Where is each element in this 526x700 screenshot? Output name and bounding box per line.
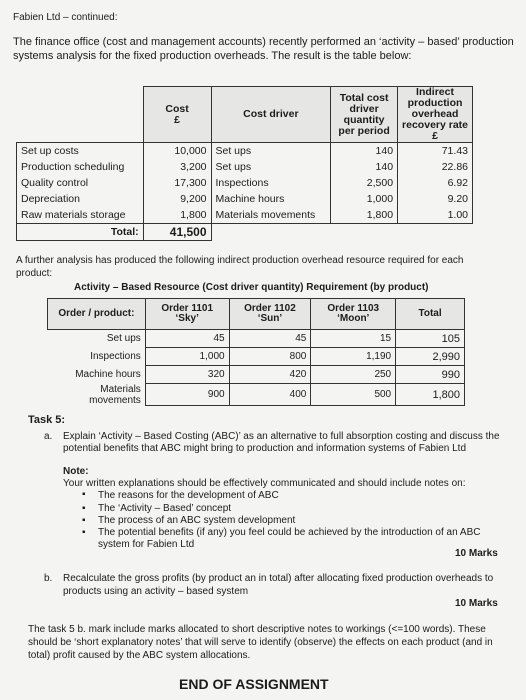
intro-line-2: systems analysis for the fixed production overheads. The result is the table below: — [13, 50, 412, 62]
task-title: Task 5: — [28, 414, 66, 426]
footer-note-line-3: total) profit caused by the ABC system allocations. — [28, 650, 251, 661]
header-order-product: Order / product: — [48, 299, 146, 330]
resource-table — [47, 298, 465, 406]
task-a-line-1: Explain ‘Activity – Based Costing (ABC)’ as an alternative to full absorption costing and discuss the — [63, 431, 500, 442]
table-row: Set up costs 10,000 Set ups 140 71.43 — [17, 143, 473, 160]
bullet-item: The potential benefits (if any) you feel could be achieved by the introduction of an ABC — [98, 527, 481, 538]
bullet-icon: ▪ — [82, 503, 86, 514]
bullet-icon: ▪ — [82, 515, 86, 526]
end-of-assignment: END OF ASSIGNMENT — [179, 676, 329, 692]
table-row: Materials movements 900 400 500 1,800 — [48, 384, 465, 406]
bullet-item: The reasons for the development of ABC — [98, 490, 279, 501]
header-total: Total — [396, 299, 465, 330]
table-row: Inspections 1,000 800 1,190 2,990 — [48, 348, 465, 366]
table-row: Production scheduling 3,200 Set ups 140 22.86 — [17, 159, 473, 175]
table-row: Depreciation 9,200 Machine hours 1,000 9.20 — [17, 191, 473, 207]
note-title: Note: — [63, 466, 89, 477]
bullet-icon: ▪ — [82, 489, 86, 500]
overhead-table-header — [17, 87, 473, 143]
bullet-icon: ▪ — [82, 527, 86, 538]
table-row: Set ups 45 45 15 105 — [48, 330, 465, 348]
task-b-marker: b. — [44, 573, 53, 584]
task-a-marker: a. — [44, 431, 53, 442]
note-text: Your written explanations should be effectively communicated and should include notes on: — [63, 478, 466, 489]
header-title: Fabien Ltd – continued: — [13, 12, 118, 23]
bullet-item: The ‘Activity – Based’ concept — [98, 503, 232, 514]
footer-note-line-2: should be ‘short explanatory notes’ that will serve to identify (observe) the effects on each product (and in — [28, 637, 493, 648]
further-line-2: product: — [16, 268, 53, 279]
task-b-line-2: products using an activity – based system — [63, 586, 249, 597]
task-a-line-2: potential benefits that ABC might bring to production and information systems of Fabien Ltd — [63, 443, 467, 454]
overhead-table — [16, 86, 473, 241]
total-value: 41,500 — [143, 224, 211, 241]
table2-title: Activity – Based Resource (Cost driver quantity) Requirement (by product) — [74, 282, 429, 293]
footer-note-line-1: The task 5 b. mark include marks allocated to short descriptive notes to workings (<=100 words). These — [28, 624, 486, 635]
header-order-1102: Order 1102 ‘Sun’ — [229, 299, 311, 330]
header-cost: Cost £ — [143, 87, 211, 143]
intro-line-1: The finance office (cost and management accounts) recently performed an ‘activity – based’ production — [13, 36, 514, 48]
table-row: Raw materials storage 1,800 Materials movements 1,800 1.00 — [17, 207, 473, 224]
marks-a: 10 Marks — [455, 548, 498, 559]
header-cost-driver: Cost driver — [211, 87, 331, 143]
header-order-1103: Order 1103 ‘Moon’ — [311, 299, 396, 330]
further-line-1: A further analysis has produced the following indirect production overhead resource required for each — [16, 255, 464, 266]
header-order-1101: Order 1101 ‘Sky’ — [145, 299, 229, 330]
bullet-continuation: system for Fabien Ltd — [98, 539, 195, 550]
total-label: Total: — [17, 224, 144, 241]
marks-b: 10 Marks — [455, 598, 498, 609]
header-quantity: Total cost driver quantity per period — [331, 87, 398, 143]
table-row: Machine hours 320 420 250 990 — [48, 366, 465, 384]
bullet-item: The process of an ABC system development — [98, 515, 296, 526]
total-row — [17, 224, 473, 241]
table-row: Quality control 17,300 Inspections 2,500 6.92 — [17, 175, 473, 191]
header-recovery-rate: Indirect production overhead recovery rate £ — [398, 87, 473, 143]
task-b-line-1: Recalculate the gross profits (by product an in total) after allocating fixed production overheads to — [63, 573, 494, 584]
resource-table-header — [48, 299, 465, 330]
